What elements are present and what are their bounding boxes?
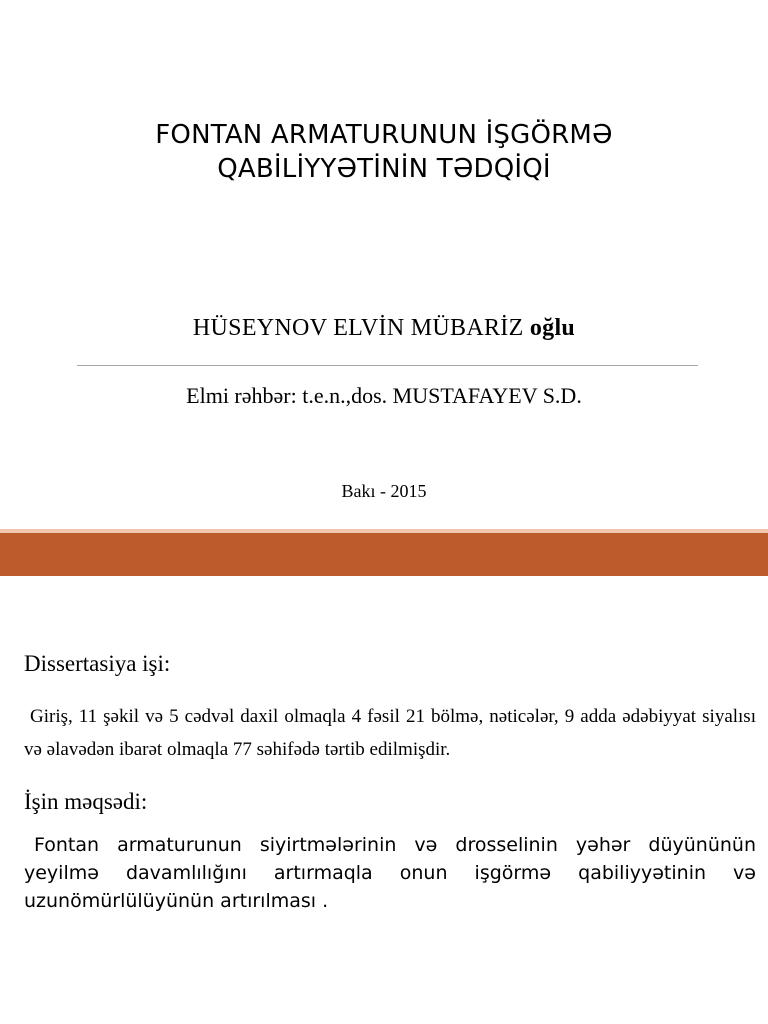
scientific-advisor: Elmi rəhbər: t.e.n.,dos. MUSTAFAYEV S.D. xyxy=(186,383,582,408)
accent-band xyxy=(0,533,768,576)
author xyxy=(0,315,768,342)
title-line-1: FONTAN ARMATURUNUN İŞGÖRMƏ xyxy=(155,120,613,150)
title-line-2: QABİLİYYƏTİNİN TƏDQİQİ xyxy=(217,154,551,184)
author-patronymic: oğlu xyxy=(529,315,576,341)
dissertation-description: Giriş, 11 şəkil və 5 cədvəl daxil olmaqla 4 fəsil 21 bölmə, nəticələr, 9 adda ədəbiyyat siyalısı və əlavədən ibarət olmaqla 77 səhifədə tərtib edilmişdir. xyxy=(24,706,756,760)
content-slide xyxy=(0,576,768,1024)
page-title xyxy=(0,118,768,186)
goal-heading: İşin məqsədi: xyxy=(24,789,148,814)
dissertation-heading: Dissertasiya işi: xyxy=(24,651,171,676)
place-date: Bakı - 2015 xyxy=(341,481,427,501)
goal-description: Fontan armaturunun siyirtmələrinin və drosselinin yəhər düyününün yeyilmə davamlılığını artırmaqla onun işgörmə qabiliyyətinin və uzunömürlülüyünün artırılması . xyxy=(24,834,756,912)
divider xyxy=(77,365,698,366)
author-name: HÜSEYNOV ELVİN MÜBARİZ xyxy=(192,315,524,341)
